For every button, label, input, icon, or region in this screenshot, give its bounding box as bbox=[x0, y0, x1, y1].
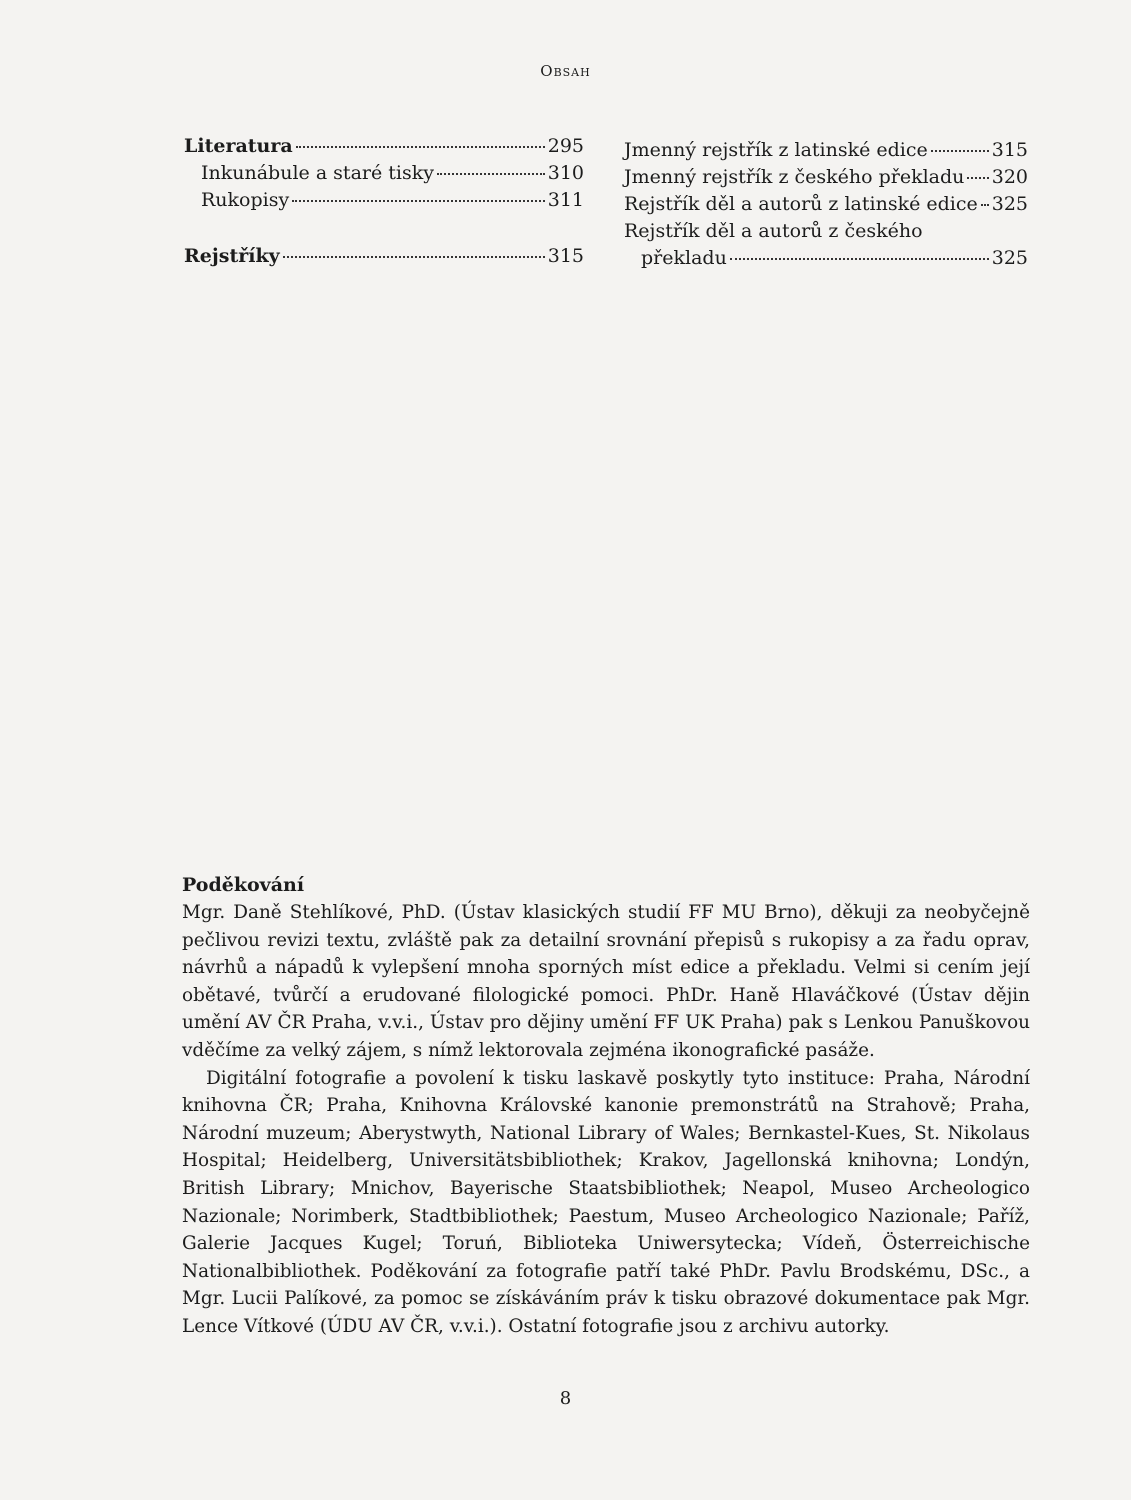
toc-leader-dots bbox=[967, 177, 988, 179]
toc-entry-page: 320 bbox=[991, 166, 1028, 188]
toc-entry-label: Jmenný rejstřík z latinské edice bbox=[624, 139, 928, 161]
toc-entry-rejstriky[interactable] bbox=[184, 243, 584, 270]
toc-leader-dots bbox=[730, 258, 989, 260]
toc-right-column bbox=[624, 137, 1028, 272]
toc-entry-rukopisy[interactable] bbox=[184, 187, 584, 214]
toc-entry-label: Jmenný rejstřík z českého překladu bbox=[624, 166, 965, 188]
toc-entry-jmenny-latinsky[interactable] bbox=[624, 137, 1028, 164]
toc-leader-dots bbox=[296, 146, 545, 148]
toc-entry-page: 311 bbox=[547, 189, 584, 211]
toc-entry-label: Rejstříky bbox=[184, 245, 280, 267]
toc-leader-dots bbox=[283, 256, 545, 258]
toc-entry-del-cesky[interactable] bbox=[624, 245, 1028, 272]
toc-entry-label: překladu bbox=[641, 247, 727, 269]
toc-leader-dots bbox=[437, 173, 545, 175]
toc-left-column bbox=[184, 133, 584, 270]
toc-entry-page: 295 bbox=[547, 135, 584, 157]
toc-entry-label: Rukopisy bbox=[201, 189, 290, 211]
toc-entry-page: 315 bbox=[991, 139, 1028, 161]
toc-leader-dots bbox=[931, 150, 989, 152]
toc-leader-dots bbox=[292, 200, 545, 202]
toc-entry-del-latinsky[interactable] bbox=[624, 191, 1028, 218]
toc-leader-dots bbox=[981, 204, 989, 206]
toc-entry-page: 325 bbox=[991, 247, 1028, 269]
acknowledgements-heading: Poděkování bbox=[182, 874, 305, 896]
acknowledgements-paragraph: Digitální fotografie a povolení k tisku laskavě poskytly tyto instituce: Praha, Národní knihovna ČR; Praha, Knihovna Královské kanonie premonstrátů na Strahově; Praha, Národní muzeum; Aberystwyth, National Library of Wales; Bernkastel-Kues, St. Nikolaus Hospital; Heidelberg, Universitätsbibliothek; Krakov, Jagellonská knihovna; Londýn, British Library; Mnichov, Bayerische Staatsbibliothek; Neapol, Museo Archeologico Nazionale; Norimberk, Stadtbibliothek; Paestum, Museo Archeologico Nazionale; Paříž, Galerie Jacques Kugel; Toruń, Biblioteka Uniwersytecka; Vídeň, Österreichische Nationalbibliothek. Poděkování za fotografie patří také PhDr. Pavlu Brodskému, DSc., a Mgr. Lucii Palíkové, za pomoc se získáváním práv k tisku obrazové dokumentace pak Mgr. Lence Vítkové (ÚDU AV ČR, v.v.i.). Ostatní fotografie jsou z archivu autorky. bbox=[182, 1067, 1030, 1337]
toc-entry-page: 315 bbox=[547, 245, 584, 267]
toc-entry-del-cesky-line1[interactable]: Rejstřík děl a autorů z českého bbox=[624, 220, 923, 242]
toc-entry-page: 325 bbox=[991, 193, 1028, 215]
toc-entry-jmenny-cesky[interactable] bbox=[624, 164, 1028, 191]
toc-entry-label: Literatura bbox=[184, 135, 293, 157]
acknowledgements-paragraph: Mgr. Daně Stehlíkové, PhD. (Ústav klasických studií FF MU Brno), děkuji za neobyčejně pečlivou revizi textu, zvláště pak za detailní srovnání přepisů s rukopisy a za řadu oprav, návrhů a nápadů k vylepšení mnoha sporných míst edice a překladu. Velmi si cením její obětavé, tvůrčí a erudované filologické pomoci. PhDr. Haně Hlaváčkové (Ústav dějin umění AV ČR Praha, v.v.i., Ústav pro dějiny umění FF UK Praha) pak s Lenkou Panuškovou vděčíme za velký zájem, s nímž lektorovala zejména ikonografické pasáže. bbox=[182, 902, 1030, 1061]
running-header: Obsah bbox=[540, 62, 591, 80]
toc-entry-label: Inkunábule a staré tisky bbox=[201, 162, 434, 184]
toc-entry-label: Rejstřík děl a autorů z latinské edice bbox=[624, 193, 978, 215]
page-number: 8 bbox=[559, 1388, 572, 1409]
toc-entry-literatura[interactable] bbox=[184, 133, 584, 160]
acknowledgements-section bbox=[182, 872, 1030, 1341]
toc-spacer bbox=[184, 214, 584, 243]
toc-entry-inkunabule[interactable] bbox=[184, 160, 584, 187]
toc-entry-page: 310 bbox=[547, 162, 584, 184]
